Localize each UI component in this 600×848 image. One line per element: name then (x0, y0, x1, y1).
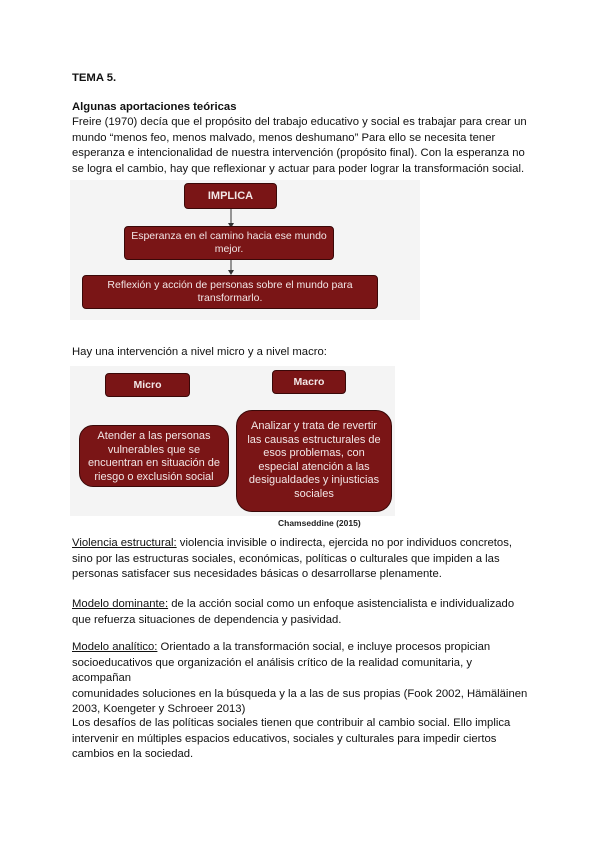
document-title: TEMA 5. (72, 72, 117, 84)
definition-term: Modelo analítico: (72, 641, 158, 653)
definition-text: Orientado a la transformación social, e incluye procesos propician (157, 641, 491, 653)
definition-modelo-analitico (72, 640, 532, 718)
micro-line: encuentran en situación de (87, 457, 221, 469)
reflexion-line: Reflexión y acción de personas sobre el mundo para (107, 279, 353, 291)
reflexion-box (82, 275, 378, 309)
macro-line: desigualdades y injusticias (248, 474, 380, 486)
definition-line: personas satisfacer sus necesidades básicas o desarrollarse plenamente. (72, 568, 442, 581)
diagram-citation: Chamseddine (2015) (278, 518, 361, 528)
definition-term: Violencia estructural: (72, 537, 177, 549)
intro-line: se logra el cambio, hay que reflexionar y actuar para poder lograr la transformación social. (72, 162, 525, 175)
macro-line: especial atención a las (258, 460, 370, 473)
macro-line: sociales (294, 487, 334, 500)
definition-line: que refuerza situaciones de dependencia y pasividad. (72, 613, 342, 626)
micro-line: Atender a las personas (97, 430, 211, 442)
macro-box: Macro (272, 370, 346, 394)
definition-line: socioeducativos que organización el análisis crítico de la realidad comunitaria, y acompañan (72, 656, 473, 685)
esperanza-line: Esperanza en el camino hacia ese mundo (131, 230, 327, 242)
definition-line: comunidades soluciones en la búsqueda y la a las de sus propias (Fook 2002, Hämäläinen (72, 687, 528, 700)
intro-line: Freire (1970) decía que el propósito del trabajo educativo y social es trabajar para crear un (72, 116, 527, 128)
levels-intro: Hay una intervención a nivel micro y a nivel macro: (72, 346, 327, 358)
closing-line: intervenir en múltiples espacios educativos, sociales y culturales para impedir ciertos (72, 732, 497, 745)
section-heading: Algunas aportaciones teóricas (72, 101, 237, 113)
definition-modelo-dominante (72, 597, 532, 628)
definition-text: violencia invisible o indirecta, ejercida no por individuos concretos, (176, 537, 512, 549)
micro-box: Micro (105, 373, 190, 397)
micro-line: vulnerables que se (107, 443, 201, 456)
closing-line: Los desafíos de las políticas sociales tienen que contribuir al cambio social. Ello implica (72, 717, 511, 729)
closing-paragraph (72, 716, 532, 763)
reflexion-line: transformarlo. (197, 292, 263, 304)
macro-line: esos problemas, con (263, 447, 365, 459)
macro-description-box (236, 410, 392, 512)
micro-line: riesgo o exclusión social (94, 470, 214, 483)
definition-line: sino por las estructuras sociales, económicas, políticas o culturales que impiden a las (72, 552, 500, 565)
definition-violencia-estructural (72, 536, 532, 583)
esperanza-line: mejor. (214, 243, 244, 255)
intro-line: mundo “menos feo, menos malvado, menos deshumano” Para ello se necesita tener (72, 131, 496, 144)
definition-line: 2003, Koengeter y Schroeer 2013) (72, 703, 246, 716)
implica-box: IMPLICA (184, 183, 277, 209)
closing-line: cambios en la sociedad. (72, 748, 194, 761)
intro-line: esperanza e intencionalidad de nuestra intervención (propósito final). Con la esperanza no (72, 147, 525, 160)
definition-text: de la acción social como un enfoque asistencialista e individualizado (168, 598, 515, 610)
micro-description-box (79, 425, 229, 487)
macro-line: Analizar y trata de revertir (251, 420, 377, 432)
definition-term: Modelo dominante: (72, 598, 169, 610)
macro-line: las causas estructurales de (247, 433, 381, 446)
intro-paragraph (72, 115, 532, 177)
esperanza-box (124, 226, 334, 260)
